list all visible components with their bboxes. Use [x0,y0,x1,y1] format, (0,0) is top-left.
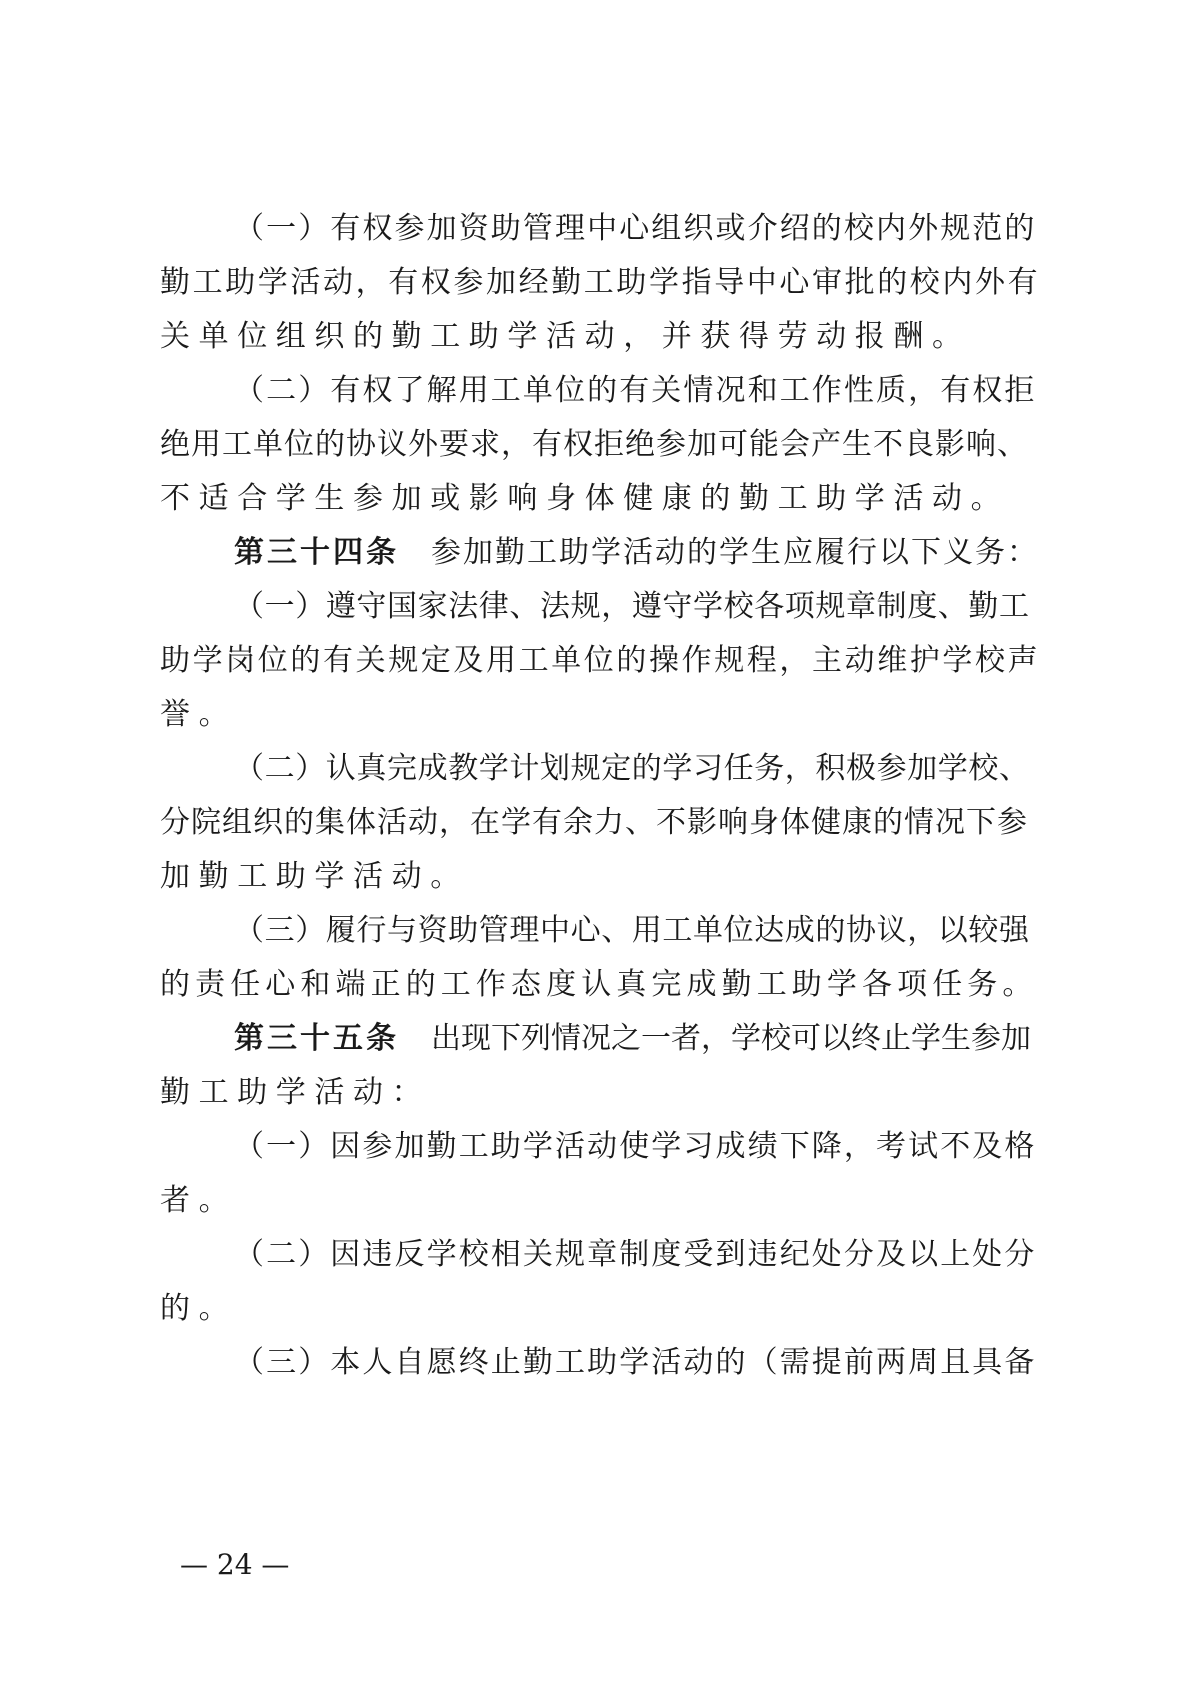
paragraph-line: 分院组织的集体活动，在学有余力、不影响身体健康的情况下参 [160,805,1028,840]
paragraph-line: （三）履行与资助管理中心、用工单位达成的协议，以较强 [234,913,1030,948]
article-number: 第三十五条 [234,1021,399,1056]
paragraph-line: 勤工助学活动，有权参加经勤工助学指导中心审批的校内外有 [160,265,1041,300]
article-text: 出现下列情况之一者，学校可以终止学生参加 [431,1021,1031,1056]
paragraph-line: （一）遵守国家法律、法规，遵守学校各项规章制度、勤工 [234,589,1030,624]
article-number: 第三十四条 [234,535,399,570]
paragraph-line: （一）有权参加资助管理中心组织或介绍的校内外规范的 [234,211,1037,246]
paragraph-line: 勤工助学活动： [160,1075,431,1110]
article-35-line [234,1020,1040,1058]
paragraph-line: 者。 [160,1183,238,1218]
paragraph-line: 不适合学生参加或影响身体健康的勤工助学活动。 [160,481,1010,516]
paragraph-line: 的。 [160,1291,238,1326]
paragraph-line: （二）因违反学校相关规章制度受到违纪处分及以上处分 [234,1237,1037,1272]
paragraph-line: 绝用工单位的协议外要求，有权拒绝参加可能会产生不良影响、 [160,427,1028,462]
paragraph-line: （三）本人自愿终止勤工助学活动的（需提前两周且具备 [234,1345,1037,1380]
article-text: 参加勤工助学活动的学生应履行以下义务： [431,535,1039,570]
paragraph-line: 加勤工助学活动。 [160,859,469,894]
paragraph-line: （二）有权了解用工单位的有关情况和工作性质，有权拒 [234,373,1037,408]
paragraph-line: （二）认真完成教学计划规定的学习任务，积极参加学校、 [234,751,1030,786]
paragraph-line: （一）因参加勤工助学活动使学习成绩下降，考试不及格 [234,1129,1037,1164]
paragraph-line: 的责任心和端正的工作态度认真完成勤工助学各项任务。 [160,967,1038,1002]
paragraph-line: 关单位组织的勤工助学活动，并获得劳动报酬。 [160,319,971,354]
paragraph-line: 誉。 [160,697,238,732]
paragraph-line: 助学岗位的有关规定及用工单位的操作规程，主动维护学校声 [160,643,1041,678]
article-34-line [234,534,1040,572]
page-number: — 24 — [180,1548,290,1581]
